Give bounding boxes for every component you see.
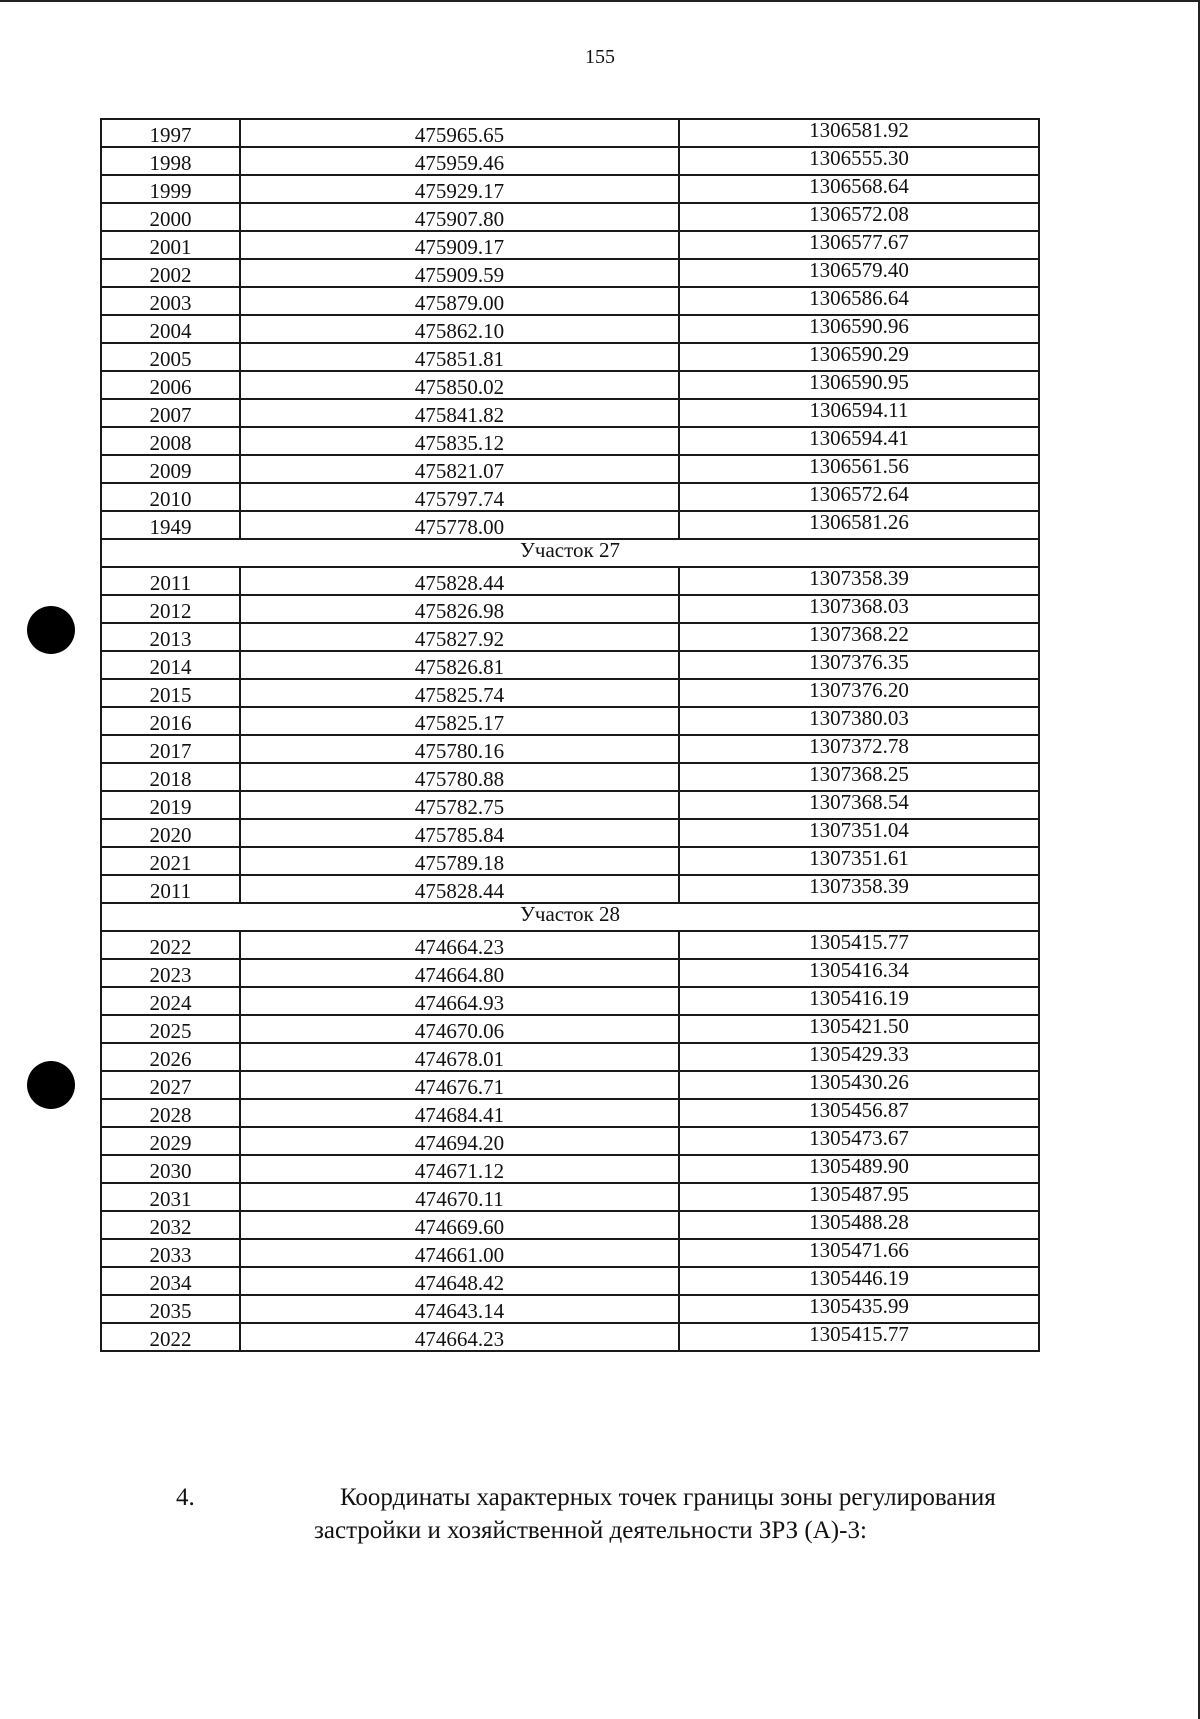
y-coordinate-cell: 1305429.33: [679, 1043, 1039, 1071]
y-coordinate-cell: 1305430.26: [679, 1071, 1039, 1099]
table-row: [101, 203, 1039, 231]
table-row: [101, 1043, 1039, 1071]
table-row: [101, 119, 1039, 147]
point-number-cell: 2011: [101, 875, 240, 903]
x-coordinate-cell: 475826.98: [240, 595, 679, 623]
x-coordinate-cell: 475825.17: [240, 707, 679, 735]
table-row: [101, 511, 1039, 539]
x-coordinate-cell: 474669.60: [240, 1211, 679, 1239]
table-row: [101, 1183, 1039, 1211]
clause-text-line-1: Координаты характерных точек границы зоны регулирования: [340, 1484, 996, 1511]
x-coordinate-cell: 475909.17: [240, 231, 679, 259]
table-row: [101, 231, 1039, 259]
point-number-cell: 2034: [101, 1267, 240, 1295]
point-number-cell: 2004: [101, 315, 240, 343]
point-number-cell: 2012: [101, 595, 240, 623]
table-row: [101, 819, 1039, 847]
y-coordinate-cell: 1305421.50: [679, 1015, 1039, 1043]
table-row: [101, 791, 1039, 819]
table-row: [101, 1071, 1039, 1099]
point-number-cell: 2010: [101, 483, 240, 511]
point-number-cell: 2025: [101, 1015, 240, 1043]
point-number-cell: 2014: [101, 651, 240, 679]
y-coordinate-cell: 1305416.19: [679, 987, 1039, 1015]
y-coordinate-cell: 1306561.56: [679, 455, 1039, 483]
point-number-cell: 2024: [101, 987, 240, 1015]
table-row: [101, 315, 1039, 343]
section-title: Участок 28: [101, 903, 1039, 931]
y-coordinate-cell: 1307358.39: [679, 875, 1039, 903]
point-number-cell: 2003: [101, 287, 240, 315]
x-coordinate-cell: 475827.92: [240, 623, 679, 651]
table-row: [101, 567, 1039, 595]
y-coordinate-cell: 1306586.64: [679, 287, 1039, 315]
point-number-cell: 2019: [101, 791, 240, 819]
table-row: [101, 875, 1039, 903]
y-coordinate-cell: 1306594.11: [679, 399, 1039, 427]
table-row: [101, 1239, 1039, 1267]
table-row: [101, 399, 1039, 427]
point-number-cell: 1999: [101, 175, 240, 203]
y-coordinate-cell: 1305416.34: [679, 959, 1039, 987]
point-number-cell: 1949: [101, 511, 240, 539]
x-coordinate-cell: 474664.23: [240, 931, 679, 959]
x-coordinate-cell: 474671.12: [240, 1155, 679, 1183]
point-number-cell: 2000: [101, 203, 240, 231]
y-coordinate-cell: 1305456.87: [679, 1099, 1039, 1127]
point-number-cell: 1998: [101, 147, 240, 175]
point-number-cell: 2005: [101, 343, 240, 371]
table-row: [101, 735, 1039, 763]
x-coordinate-cell: 475862.10: [240, 315, 679, 343]
table-row: [101, 847, 1039, 875]
point-number-cell: 1997: [101, 119, 240, 147]
x-coordinate-cell: 475850.02: [240, 371, 679, 399]
point-number-cell: 2031: [101, 1183, 240, 1211]
y-coordinate-cell: 1305487.95: [679, 1183, 1039, 1211]
x-coordinate-cell: 474670.11: [240, 1183, 679, 1211]
point-number-cell: 2002: [101, 259, 240, 287]
y-coordinate-cell: 1307368.03: [679, 595, 1039, 623]
page-number: 155: [585, 46, 615, 68]
table-row: [101, 1267, 1039, 1295]
y-coordinate-cell: 1306572.08: [679, 203, 1039, 231]
y-coordinate-cell: 1307376.20: [679, 679, 1039, 707]
y-coordinate-cell: 1306579.40: [679, 259, 1039, 287]
x-coordinate-cell: 474694.20: [240, 1127, 679, 1155]
x-coordinate-cell: 475780.16: [240, 735, 679, 763]
table-row: [101, 175, 1039, 203]
x-coordinate-cell: 474664.93: [240, 987, 679, 1015]
x-coordinate-cell: 475907.80: [240, 203, 679, 231]
point-number-cell: 2006: [101, 371, 240, 399]
x-coordinate-cell: 474676.71: [240, 1071, 679, 1099]
x-coordinate-cell: 474664.80: [240, 959, 679, 987]
x-coordinate-cell: 475828.44: [240, 567, 679, 595]
table-row: [101, 959, 1039, 987]
y-coordinate-cell: 1306590.96: [679, 315, 1039, 343]
table-row: [101, 1155, 1039, 1183]
punch-hole-mark: [27, 1061, 75, 1109]
x-coordinate-cell: 475821.07: [240, 455, 679, 483]
table-row: [101, 287, 1039, 315]
y-coordinate-cell: 1305489.90: [679, 1155, 1039, 1183]
y-coordinate-cell: 1305415.77: [679, 1323, 1039, 1351]
table-row: [101, 147, 1039, 175]
x-coordinate-cell: 475797.74: [240, 483, 679, 511]
point-number-cell: 2023: [101, 959, 240, 987]
point-number-cell: 2016: [101, 707, 240, 735]
y-coordinate-cell: 1306577.67: [679, 231, 1039, 259]
table-row: [101, 623, 1039, 651]
y-coordinate-cell: 1306568.64: [679, 175, 1039, 203]
x-coordinate-cell: 474670.06: [240, 1015, 679, 1043]
y-coordinate-cell: 1307380.03: [679, 707, 1039, 735]
point-number-cell: 2030: [101, 1155, 240, 1183]
x-coordinate-cell: 475909.59: [240, 259, 679, 287]
x-coordinate-cell: 474661.00: [240, 1239, 679, 1267]
section-header-row: [101, 903, 1039, 931]
table-row: [101, 1099, 1039, 1127]
table-row: [101, 259, 1039, 287]
point-number-cell: 2033: [101, 1239, 240, 1267]
coordinates-table: [100, 118, 1040, 1352]
punch-hole-mark: [27, 606, 75, 654]
y-coordinate-cell: 1305415.77: [679, 931, 1039, 959]
point-number-cell: 2028: [101, 1099, 240, 1127]
table-row: [101, 1295, 1039, 1323]
clause-text-line-2: застройки и хозяйственной деятельности ЗРЗ (А)-3:: [314, 1517, 867, 1544]
y-coordinate-cell: 1305435.99: [679, 1295, 1039, 1323]
point-number-cell: 2008: [101, 427, 240, 455]
y-coordinate-cell: 1307368.54: [679, 791, 1039, 819]
table-row: [101, 1211, 1039, 1239]
point-number-cell: 2027: [101, 1071, 240, 1099]
table-row: [101, 1127, 1039, 1155]
x-coordinate-cell: 475879.00: [240, 287, 679, 315]
table-row: [101, 651, 1039, 679]
x-coordinate-cell: 475959.46: [240, 147, 679, 175]
y-coordinate-cell: 1307372.78: [679, 735, 1039, 763]
x-coordinate-cell: 475835.12: [240, 427, 679, 455]
point-number-cell: 2022: [101, 1323, 240, 1351]
point-number-cell: 2011: [101, 567, 240, 595]
point-number-cell: 2001: [101, 231, 240, 259]
coordinates-table-body: [101, 119, 1039, 1351]
y-coordinate-cell: 1307368.25: [679, 763, 1039, 791]
x-coordinate-cell: 475825.74: [240, 679, 679, 707]
point-number-cell: 2022: [101, 931, 240, 959]
x-coordinate-cell: 474664.23: [240, 1323, 679, 1351]
point-number-cell: 2013: [101, 623, 240, 651]
x-coordinate-cell: 474648.42: [240, 1267, 679, 1295]
table-row: [101, 427, 1039, 455]
point-number-cell: 2021: [101, 847, 240, 875]
table-row: [101, 679, 1039, 707]
table-row: [101, 455, 1039, 483]
x-coordinate-cell: 475778.00: [240, 511, 679, 539]
table-row: [101, 343, 1039, 371]
section-header-row: [101, 539, 1039, 567]
x-coordinate-cell: 474684.41: [240, 1099, 679, 1127]
x-coordinate-cell: 475841.82: [240, 399, 679, 427]
x-coordinate-cell: 475789.18: [240, 847, 679, 875]
y-coordinate-cell: 1307358.39: [679, 567, 1039, 595]
point-number-cell: 2029: [101, 1127, 240, 1155]
table-row: [101, 595, 1039, 623]
x-coordinate-cell: 475828.44: [240, 875, 679, 903]
y-coordinate-cell: 1305488.28: [679, 1211, 1039, 1239]
x-coordinate-cell: 475851.81: [240, 343, 679, 371]
point-number-cell: 2009: [101, 455, 240, 483]
point-number-cell: 2017: [101, 735, 240, 763]
y-coordinate-cell: 1306555.30: [679, 147, 1039, 175]
point-number-cell: 2020: [101, 819, 240, 847]
y-coordinate-cell: 1307351.61: [679, 847, 1039, 875]
table-row: [101, 371, 1039, 399]
table-row: [101, 1015, 1039, 1043]
point-number-cell: 2015: [101, 679, 240, 707]
y-coordinate-cell: 1306572.64: [679, 483, 1039, 511]
y-coordinate-cell: 1307368.22: [679, 623, 1039, 651]
y-coordinate-cell: 1306590.95: [679, 371, 1039, 399]
section-title: Участок 27: [101, 539, 1039, 567]
x-coordinate-cell: 475785.84: [240, 819, 679, 847]
x-coordinate-cell: 475826.81: [240, 651, 679, 679]
point-number-cell: 2018: [101, 763, 240, 791]
point-number-cell: 2035: [101, 1295, 240, 1323]
x-coordinate-cell: 474643.14: [240, 1295, 679, 1323]
y-coordinate-cell: 1306594.41: [679, 427, 1039, 455]
y-coordinate-cell: 1305473.67: [679, 1127, 1039, 1155]
x-coordinate-cell: 474678.01: [240, 1043, 679, 1071]
table-row: [101, 1323, 1039, 1351]
table-row: [101, 931, 1039, 959]
clause-number: 4.: [176, 1484, 195, 1511]
y-coordinate-cell: 1305471.66: [679, 1239, 1039, 1267]
y-coordinate-cell: 1306590.29: [679, 343, 1039, 371]
table-row: [101, 987, 1039, 1015]
table-row: [101, 483, 1039, 511]
table-row: [101, 763, 1039, 791]
point-number-cell: 2032: [101, 1211, 240, 1239]
x-coordinate-cell: 475965.65: [240, 119, 679, 147]
y-coordinate-cell: 1306581.26: [679, 511, 1039, 539]
point-number-cell: 2026: [101, 1043, 240, 1071]
table-row: [101, 707, 1039, 735]
y-coordinate-cell: 1307376.35: [679, 651, 1039, 679]
x-coordinate-cell: 475780.88: [240, 763, 679, 791]
y-coordinate-cell: 1305446.19: [679, 1267, 1039, 1295]
point-number-cell: 2007: [101, 399, 240, 427]
x-coordinate-cell: 475929.17: [240, 175, 679, 203]
y-coordinate-cell: 1307351.04: [679, 819, 1039, 847]
y-coordinate-cell: 1306581.92: [679, 119, 1039, 147]
x-coordinate-cell: 475782.75: [240, 791, 679, 819]
